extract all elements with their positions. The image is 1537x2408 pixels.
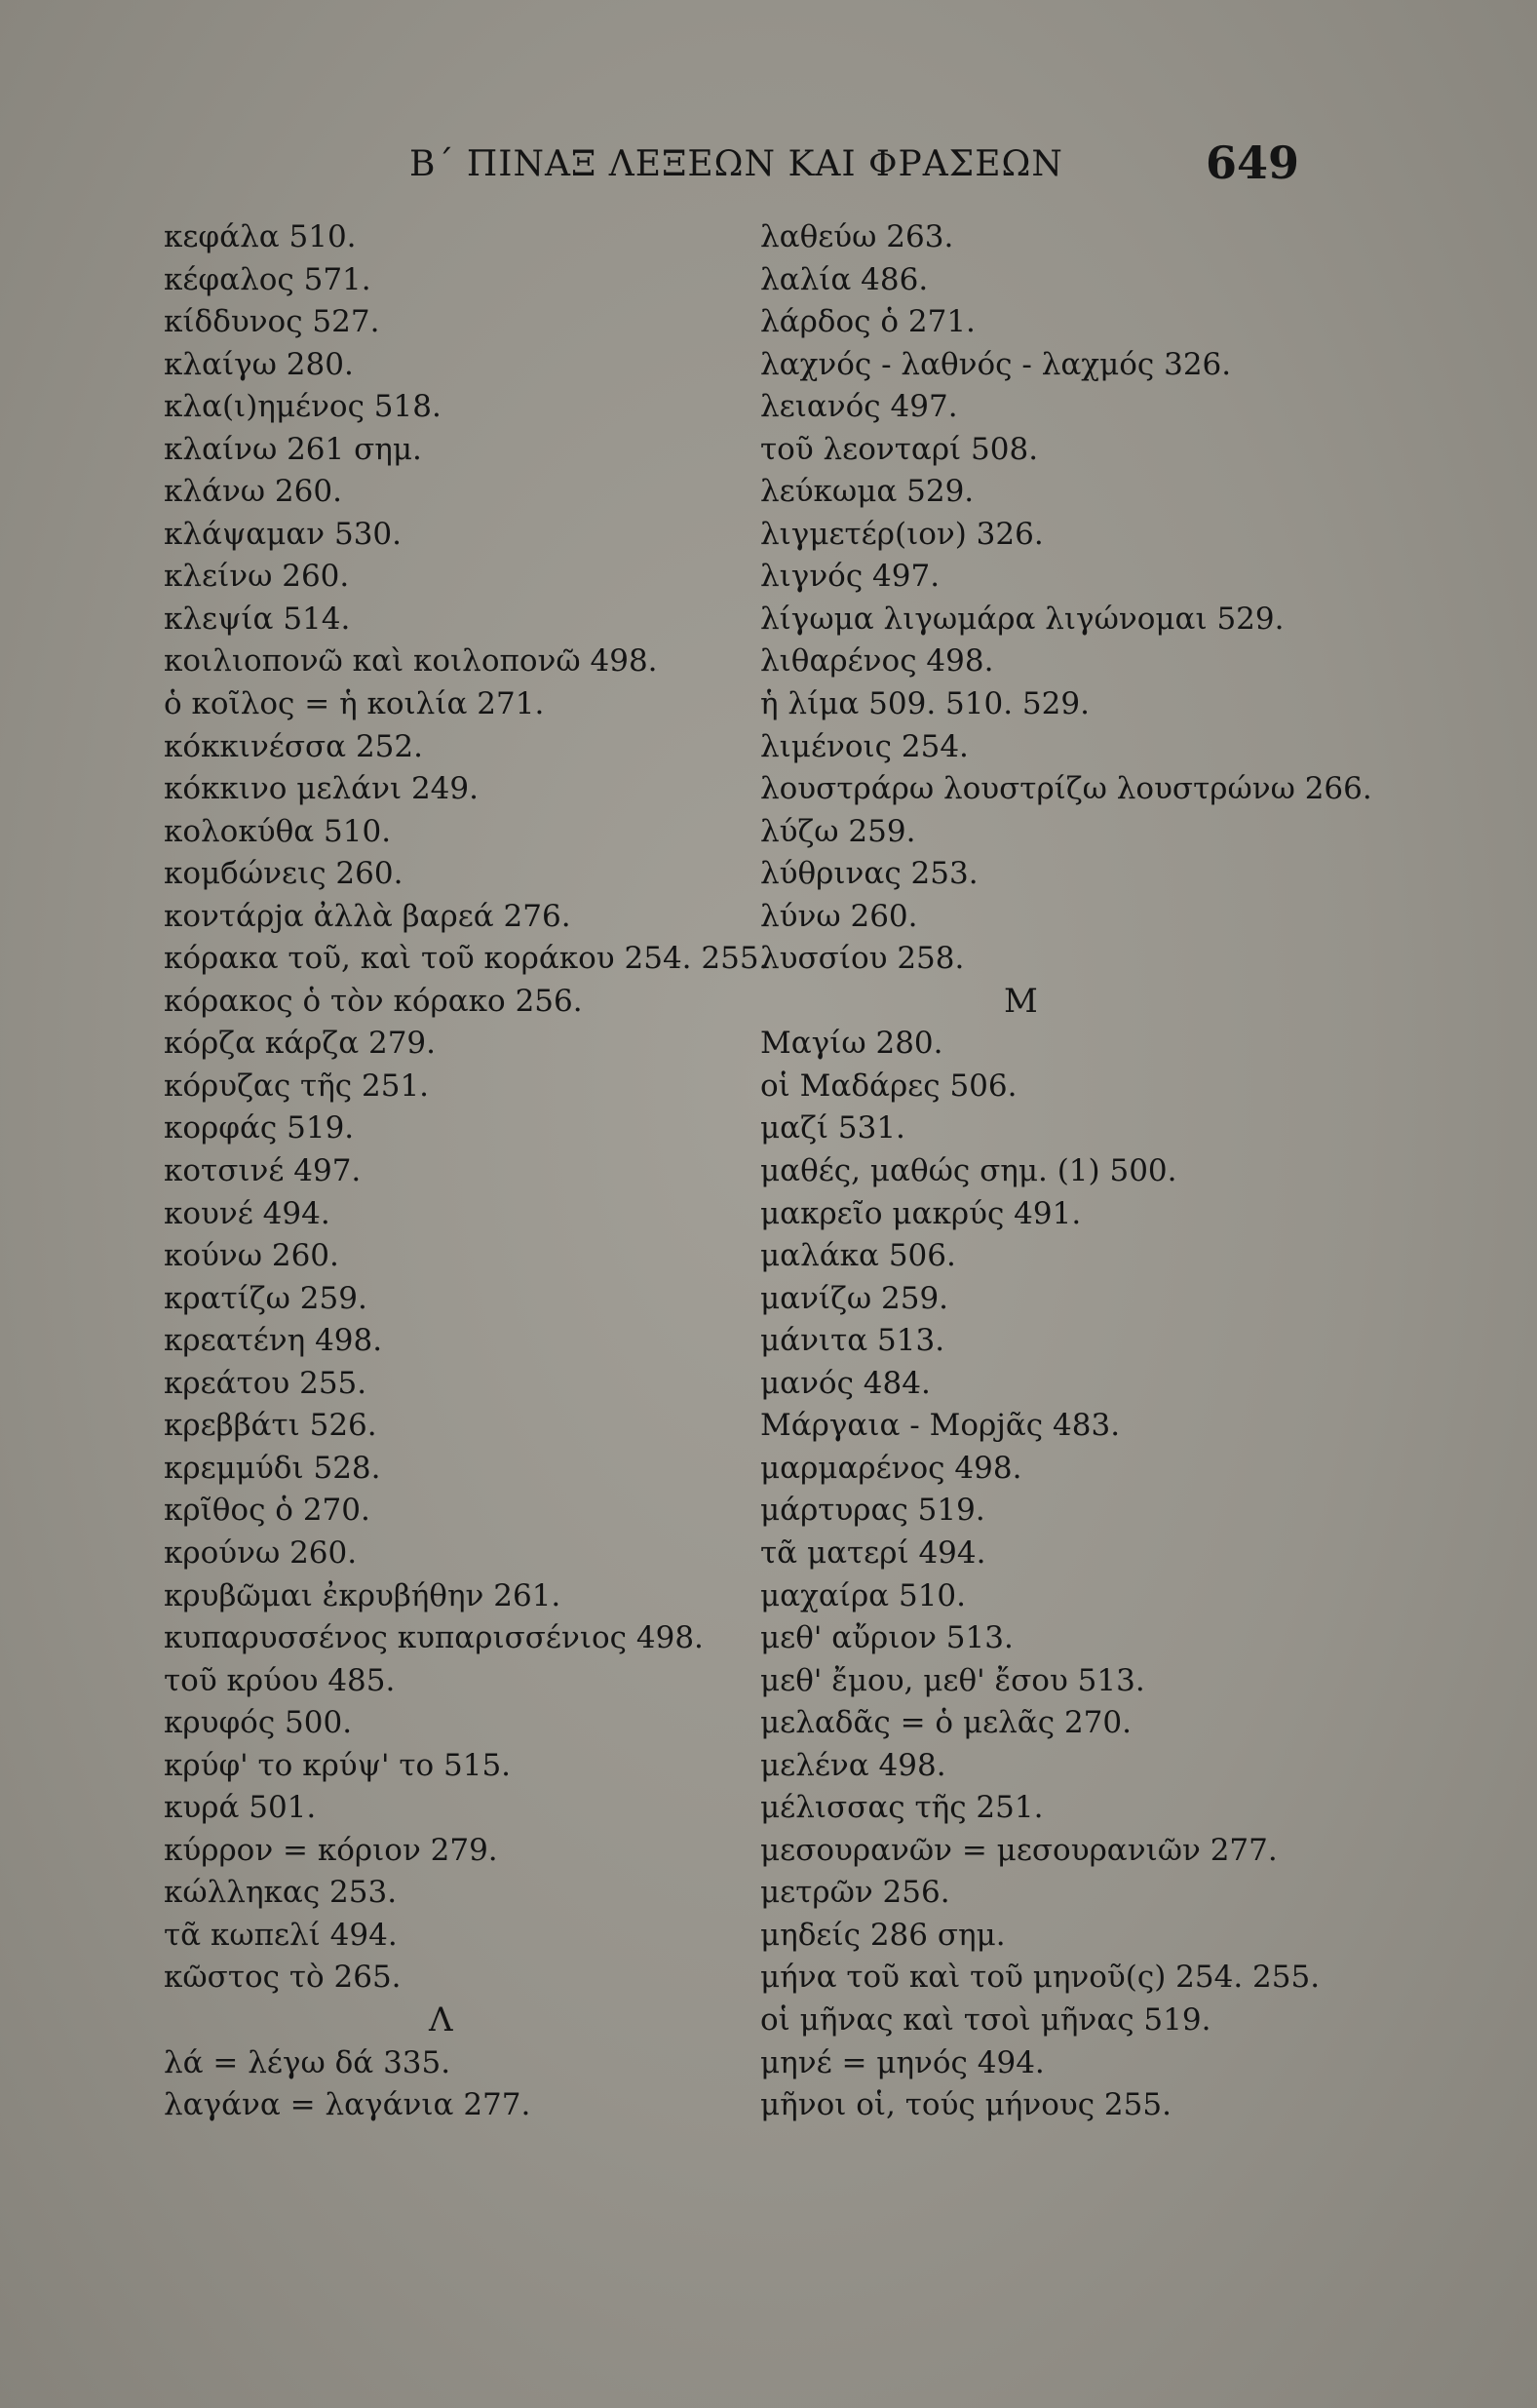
index-entry: μαλάκα 506.	[760, 1238, 956, 1274]
index-entry: μαχαίρα 510.	[760, 1577, 966, 1613]
index-entry: λίγωμα λιγωμάρα λιγώνομαι 529.	[760, 601, 1285, 637]
index-entry: μελαδᾶς = ὁ μελᾶς 270.	[760, 1705, 1132, 1741]
index-entry: μήνα τοῦ καὶ τοῦ μηνοῦ(ς) 254. 255.	[760, 1960, 1321, 1996]
index-entry: κρυφός 500.	[164, 1705, 353, 1741]
index-entry: κούνω 260.	[164, 1238, 339, 1274]
index-entry: μάνιτα 513.	[760, 1323, 945, 1359]
index-entry: Μάργαια - Μορjᾶς 483.	[760, 1408, 1121, 1444]
index-entry: κέφαλος 571.	[164, 261, 371, 297]
index-entry: ἡ λίμα 509. 510. 529.	[760, 686, 1090, 722]
index-entry: λά = λέγω δά 335.	[164, 2044, 451, 2080]
index-entry: μαθές, μαθώς σημ. (1) 500.	[760, 1153, 1177, 1189]
page-number: 649	[1206, 136, 1300, 189]
index-entry: μεθ' αὔριον 513.	[760, 1620, 1014, 1656]
section-letter-heading: Λ	[429, 2000, 453, 2039]
index-entry: μεσουρανῶν = μεσουρανιῶν 277.	[760, 1832, 1278, 1868]
index-entry: κόρακος ὁ τὸν κόρακο 256.	[164, 983, 583, 1019]
index-entry: κρυβῶμαι ἐκρυβήθην 261.	[164, 1577, 561, 1613]
index-entry: μηνέ = μηνός 494.	[760, 2044, 1045, 2080]
index-entry: μαζί 531.	[760, 1110, 905, 1146]
index-entry: τοῦ λεονταρί 508.	[760, 431, 1039, 467]
index-entry: Μαγίω 280.	[760, 1026, 943, 1062]
header-title: Β΄ ΠΙΝΑΞ ΛΕΞΕΩΝ ΚΑΙ ΦΡΑΣΕΩΝ	[409, 144, 1063, 184]
index-entry: λαλία 486.	[760, 261, 929, 297]
index-entry: μεθ' ἔμου, μεθ' ἔσου 513.	[760, 1662, 1145, 1698]
index-entry: μῆνοι οἱ, τούς μήνους 255.	[760, 2087, 1172, 2123]
index-entry: κρατίζω 259.	[164, 1280, 367, 1316]
index-entry: κομбώνεις 260.	[164, 856, 403, 892]
index-entry: κόρακα τοῦ, καὶ τοῦ κοράκου 254. 255.	[164, 941, 769, 977]
index-entry: οἱ μῆνας καὶ τσοὶ μῆνας 519.	[760, 2001, 1211, 2038]
index-entry: κοντάρjα ἀλλὰ βαρεά 276.	[164, 898, 571, 934]
index-entry: λιθαρένος 498.	[760, 643, 994, 680]
index-entry: κορφάς 519.	[164, 1110, 355, 1146]
index-entry: κόκκινέσσα 252.	[164, 728, 423, 764]
index-entry: λιμένοις 254.	[760, 728, 969, 764]
index-entry: τᾶ ματερί 494.	[760, 1534, 986, 1571]
index-entry: κίδδυνος 527.	[164, 304, 380, 340]
index-entry: λαθεύω 263.	[760, 219, 954, 254]
index-entry: λουστράρω λουστρίζω λουστρώνω 266.	[760, 771, 1372, 807]
index-entry: λύζω 259.	[760, 813, 916, 849]
index-entry: κουνέ 494.	[164, 1195, 330, 1231]
index-entry: κλαίνω 261 σημ.	[164, 431, 422, 467]
index-entry: κυρά 501.	[164, 1790, 317, 1826]
index-entry: κρεββάτι 526.	[164, 1408, 377, 1444]
index-entry: μηδείς 286 σημ.	[760, 1917, 1006, 1953]
index-entry: κρούνω 260.	[164, 1534, 358, 1571]
running-header	[0, 136, 1537, 195]
index-entry: κλαίγω 280.	[164, 346, 354, 382]
index-entry: κώλληκας 253.	[164, 1875, 398, 1911]
index-entry: μανίζω 259.	[760, 1280, 949, 1316]
index-entry: λεύκωμα 529.	[760, 474, 975, 510]
index-entry: κλάνω 260.	[164, 474, 342, 510]
index-entry: οἱ Μαδάρες 506.	[760, 1068, 1018, 1104]
index-entry: μανός 484.	[760, 1365, 931, 1401]
index-entry: κεφάλα 510.	[164, 219, 357, 254]
index-entry: λειανός 497.	[760, 389, 958, 425]
index-entry: μάρτυρας 519.	[760, 1493, 985, 1529]
left-column	[164, 216, 768, 2127]
index-entry: κρεάτου 255.	[164, 1365, 367, 1401]
index-entry: λύνω 260.	[760, 898, 918, 934]
index-entry: κυπαρυσσένος κυπαρισσένιος 498.	[164, 1620, 704, 1656]
index-entry: κρεατένη 498.	[164, 1323, 383, 1359]
right-column	[760, 216, 1372, 2127]
index-entry: κύρρον = κόριον 279.	[164, 1832, 498, 1868]
index-entry: λύθρινας 253.	[760, 856, 979, 892]
index-entry: λαχνός - λαθνός - λαχμός 326.	[760, 346, 1232, 382]
index-entry: κοιλιοπονῶ καὶ κοιλοπονῶ 498.	[164, 643, 658, 680]
index-entry: κλα(ι)ημένος 518.	[164, 389, 442, 425]
index-entry: κῶστος τὸ 265.	[164, 1960, 402, 1996]
index-entry: μαρμαρένος 498.	[760, 1450, 1022, 1486]
index-entry: κόκκινο μελάνι 249.	[164, 771, 479, 807]
section-letter-heading: Μ	[1004, 981, 1038, 1021]
index-entry: κολοκύθα 510.	[164, 813, 392, 849]
index-entry: τοῦ κρύου 485.	[164, 1662, 396, 1698]
index-entry: λάρδος ὁ 271.	[760, 304, 976, 340]
index-entry: μελένα 498.	[760, 1747, 946, 1783]
index-entry: μακρεῖο μακρύς 491.	[760, 1195, 1082, 1231]
index-entry: μέλισσας τῆς 251.	[760, 1790, 1044, 1826]
index-entry: κλεψία 514.	[164, 601, 351, 637]
index-entry: λαγάνα = λαγάνια 277.	[164, 2087, 531, 2123]
index-entry: κλάψαμαν 530.	[164, 516, 403, 552]
index-entry: ὁ κοῖλος = ἡ κοιλία 271.	[164, 686, 545, 722]
index-entry: κλείνω 260.	[164, 559, 350, 595]
index-entry: τᾶ κωπελί 494.	[164, 1917, 398, 1953]
index-entry: λυσσίου 258.	[760, 941, 965, 977]
index-entry: κοτσινέ 497.	[164, 1153, 362, 1189]
index-entry: κρεμμύδι 528.	[164, 1450, 381, 1486]
index-entry: κόρζα κάρζα 279.	[164, 1026, 436, 1062]
index-entry: μετρῶν 256.	[760, 1875, 950, 1911]
index-entry: κρύφ' το κρύψ' το 515.	[164, 1747, 512, 1783]
index-entry: λιγνός 497.	[760, 559, 941, 595]
index-entry: κόρυζας τῆς 251.	[164, 1068, 430, 1104]
index-entry: κρῖθος ὁ 270.	[164, 1493, 370, 1529]
index-entry: λιγμετέρ(ιον) 326.	[760, 516, 1044, 552]
